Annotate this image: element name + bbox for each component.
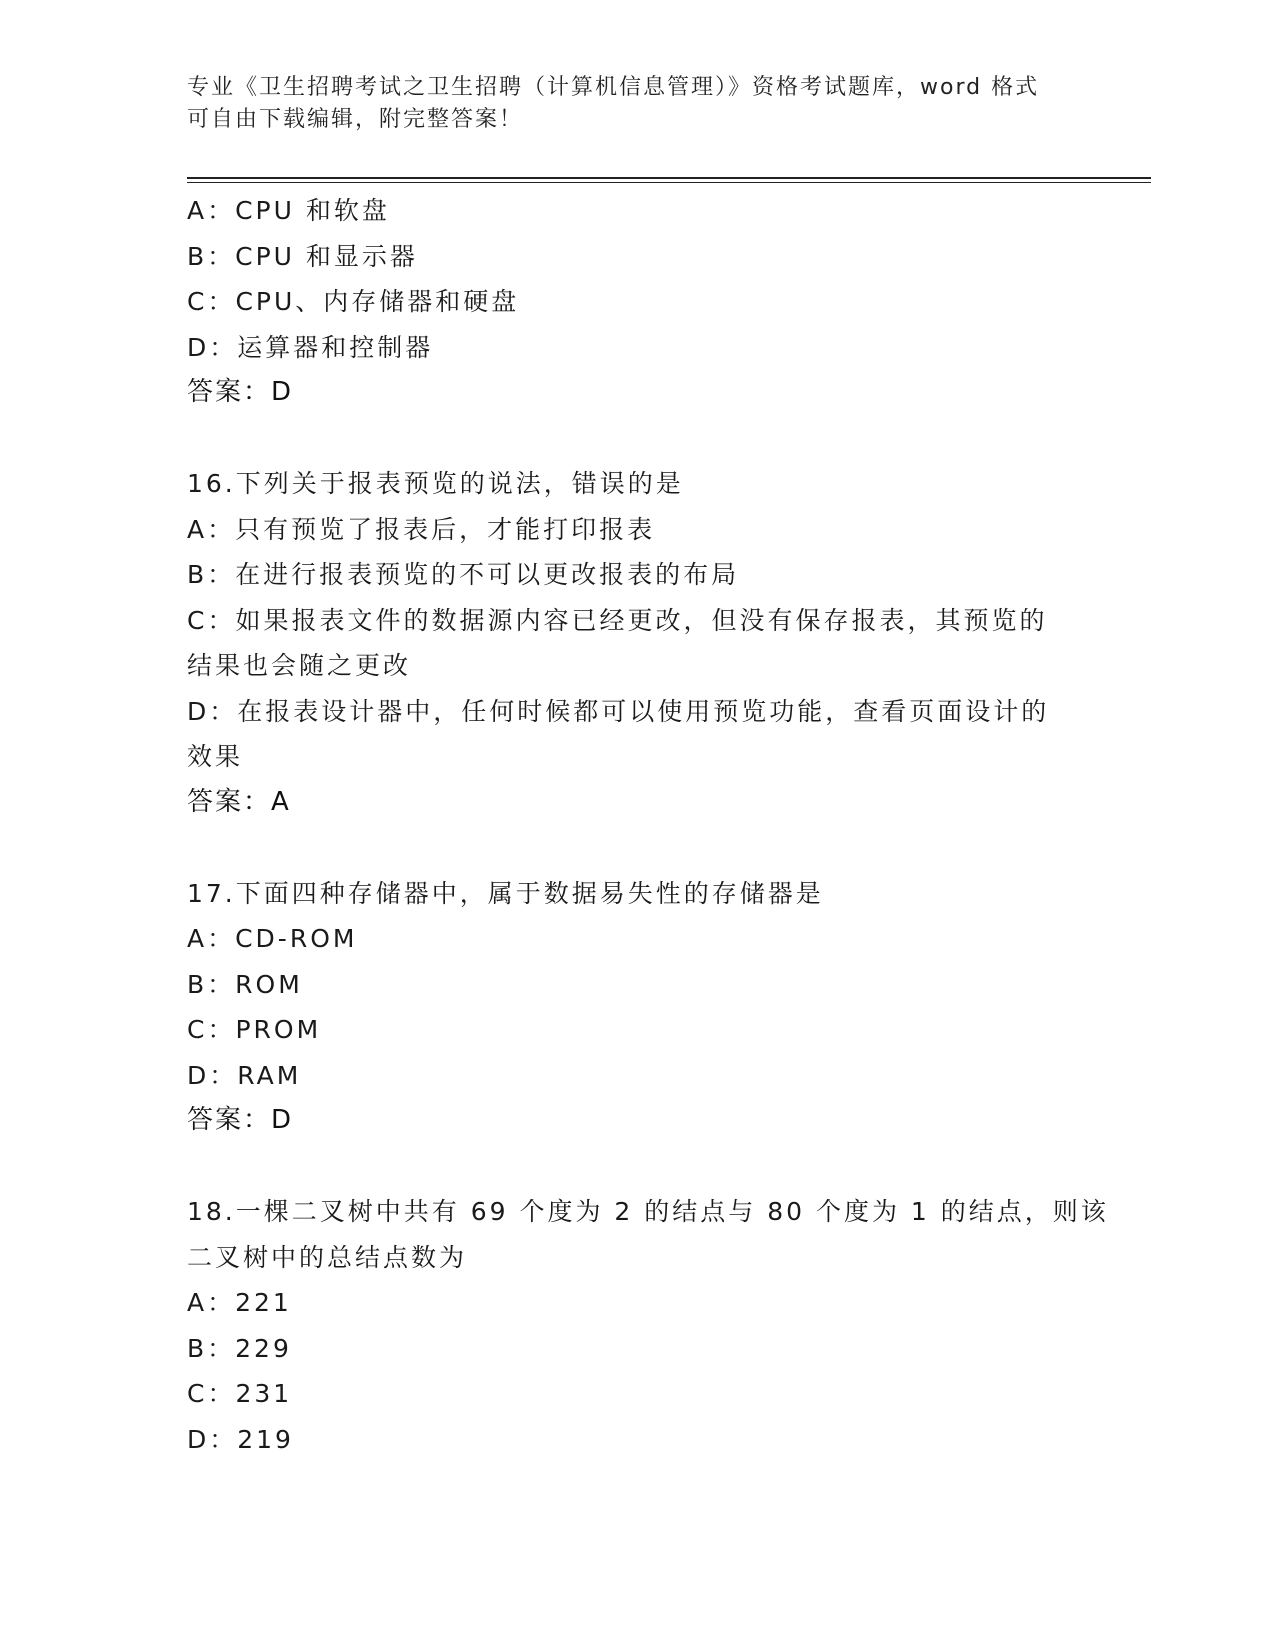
answer-key: 答案：D	[187, 377, 294, 407]
option-a: A：221	[187, 1288, 292, 1317]
option-d: D：运算器和控制器	[187, 332, 434, 362]
option-c: C：如果报表文件的数据源内容已经更改，但没有保存报表，其预览的	[187, 605, 1048, 635]
option-a: A：CD-ROM	[187, 924, 358, 953]
option-c: C：231	[187, 1379, 293, 1408]
option-d: D：RAM	[187, 1060, 302, 1090]
option-a: A：只有预览了报表后，才能打印报表	[187, 514, 656, 544]
option-b: B：在进行报表预览的不可以更改报表的布局	[187, 560, 740, 589]
option-d: D：219	[187, 1424, 294, 1454]
question-15-options	[187, 188, 1087, 416]
option-d-continued: 效果	[187, 742, 244, 771]
option-c: C：CPU、内存储器和硬盘	[187, 287, 520, 316]
option-c-continued: 结果也会随之更改	[187, 651, 412, 680]
question-16	[187, 461, 1087, 825]
option-b: B：ROM	[187, 969, 303, 999]
question-stem-continued: 二叉树中的总结点数为	[187, 1242, 468, 1272]
header-title-line-1: 专业《卫生招聘考试之卫生招聘（计算机信息管理）》资格考试题库，word 格式	[187, 75, 1040, 100]
page-header	[187, 72, 1087, 136]
answer-key: 答案：D	[187, 1105, 294, 1135]
option-c: C：PROM	[187, 1015, 322, 1044]
option-b: B：CPU 和显示器	[187, 241, 418, 271]
spacer	[187, 416, 1087, 462]
option-a: A：CPU 和软盘	[187, 196, 390, 225]
question-stem: 18.一棵二叉树中共有 69 个度为 2 的结点与 80 个度为 1 的结点，则该	[187, 1197, 1109, 1226]
question-18	[187, 1189, 1109, 1462]
question-stem: 16.下列关于报表预览的说法，错误的是	[187, 469, 684, 498]
option-b: B：229	[187, 1333, 292, 1363]
question-stem: 17.下面四种存储器中，属于数据易失性的存储器是	[187, 878, 824, 908]
answer-key: 答案：A	[187, 786, 291, 817]
header-divider-thin	[187, 182, 1151, 183]
spacer	[187, 1144, 1087, 1190]
header-title-line-2: 可自由下载编辑，附完整答案！	[187, 107, 524, 132]
spacer	[187, 825, 1087, 871]
question-17	[187, 871, 1087, 1144]
header-divider-thick	[187, 177, 1151, 179]
question-content	[187, 188, 1109, 1462]
option-d: D：在报表设计器中，任何时候都可以使用预览功能，查看页面设计的	[187, 696, 1050, 726]
